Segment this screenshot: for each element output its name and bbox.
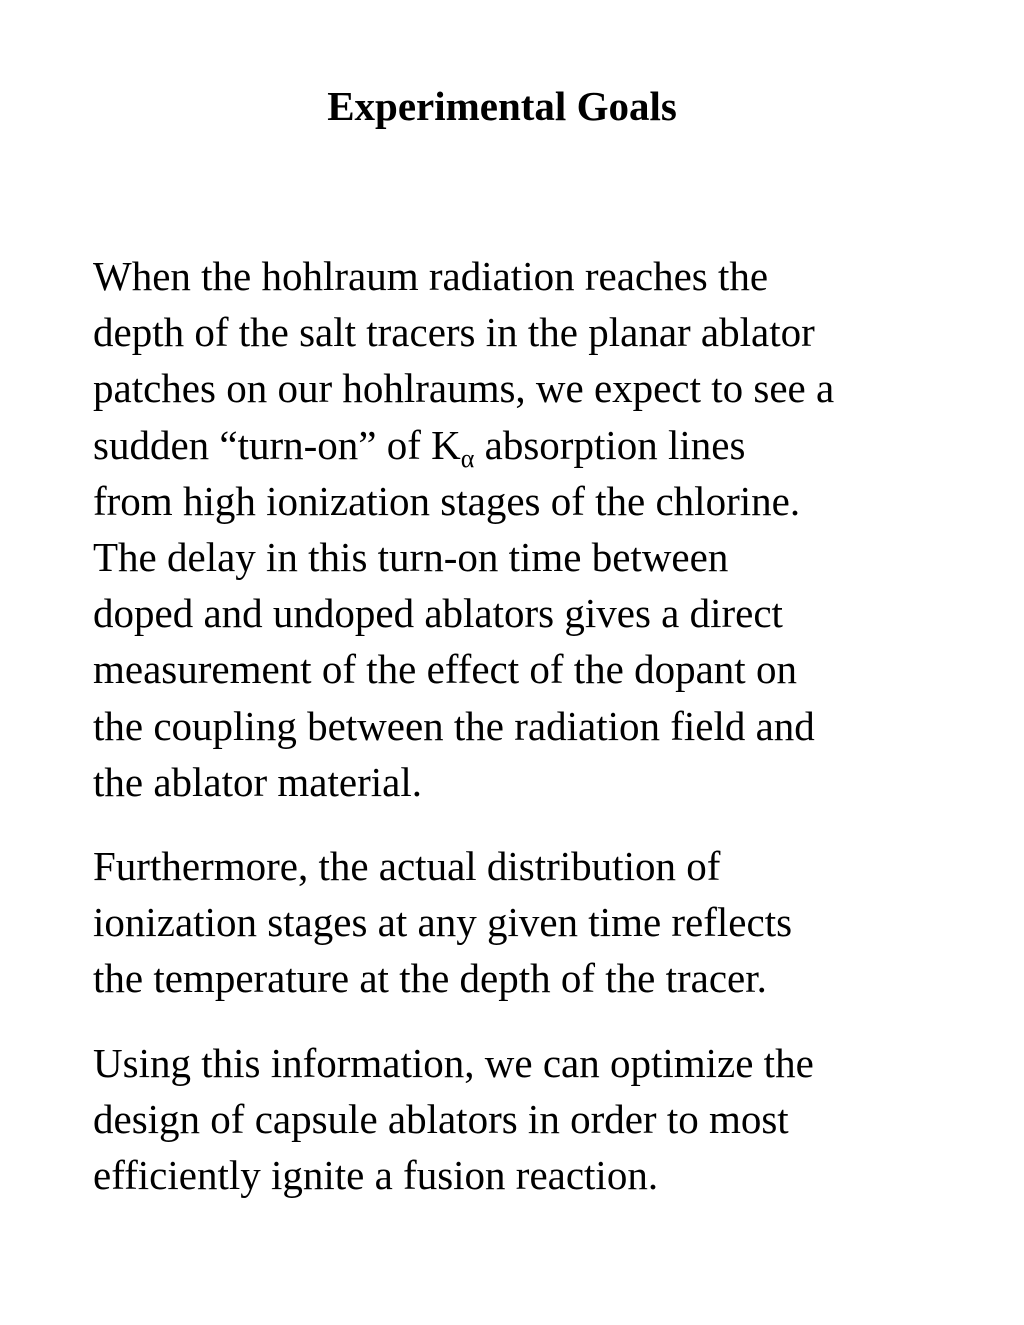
paragraph-goals: [93, 248, 993, 810]
document-title: Experimental Goals: [327, 83, 677, 129]
text-line: ionization stages at any given time reflects: [93, 899, 793, 946]
text-segment: absorption lines: [474, 421, 746, 468]
text-line: Using this information, we can optimize the: [93, 1039, 814, 1086]
text-line: measurement of the effect of the dopant on: [93, 646, 797, 693]
text-line: the ablator material.: [93, 758, 422, 805]
text-line: efficiently ignite a fusion reaction.: [93, 1152, 659, 1199]
text-line: from high ionization stages of the chlorine.: [93, 477, 801, 524]
text-line: the coupling between the radiation field and: [93, 702, 815, 749]
text-line: depth of the salt tracers in the planar ablator: [93, 309, 815, 356]
paragraph-optimization: [93, 1035, 993, 1204]
text-segment: sudden “turn-on” of K: [93, 421, 461, 468]
text-line: Furthermore, the actual distribution of: [93, 843, 721, 890]
text-line: When the hohlraum radiation reaches the: [93, 253, 769, 299]
text-line: The delay in this turn-on time between: [93, 534, 729, 581]
document-body: [93, 248, 993, 1203]
text-line-with-subscript: [93, 417, 993, 473]
text-line: design of capsule ablators in order to most: [93, 1095, 789, 1142]
text-line: patches on our hohlraums, we expect to see a: [93, 365, 835, 412]
text-line: the temperature at the depth of the tracer.: [93, 955, 767, 1002]
k-alpha-subscript: α: [460, 443, 475, 473]
text-line: doped and undoped ablators gives a direct: [93, 590, 783, 637]
paragraph-ionization: [93, 838, 993, 1007]
